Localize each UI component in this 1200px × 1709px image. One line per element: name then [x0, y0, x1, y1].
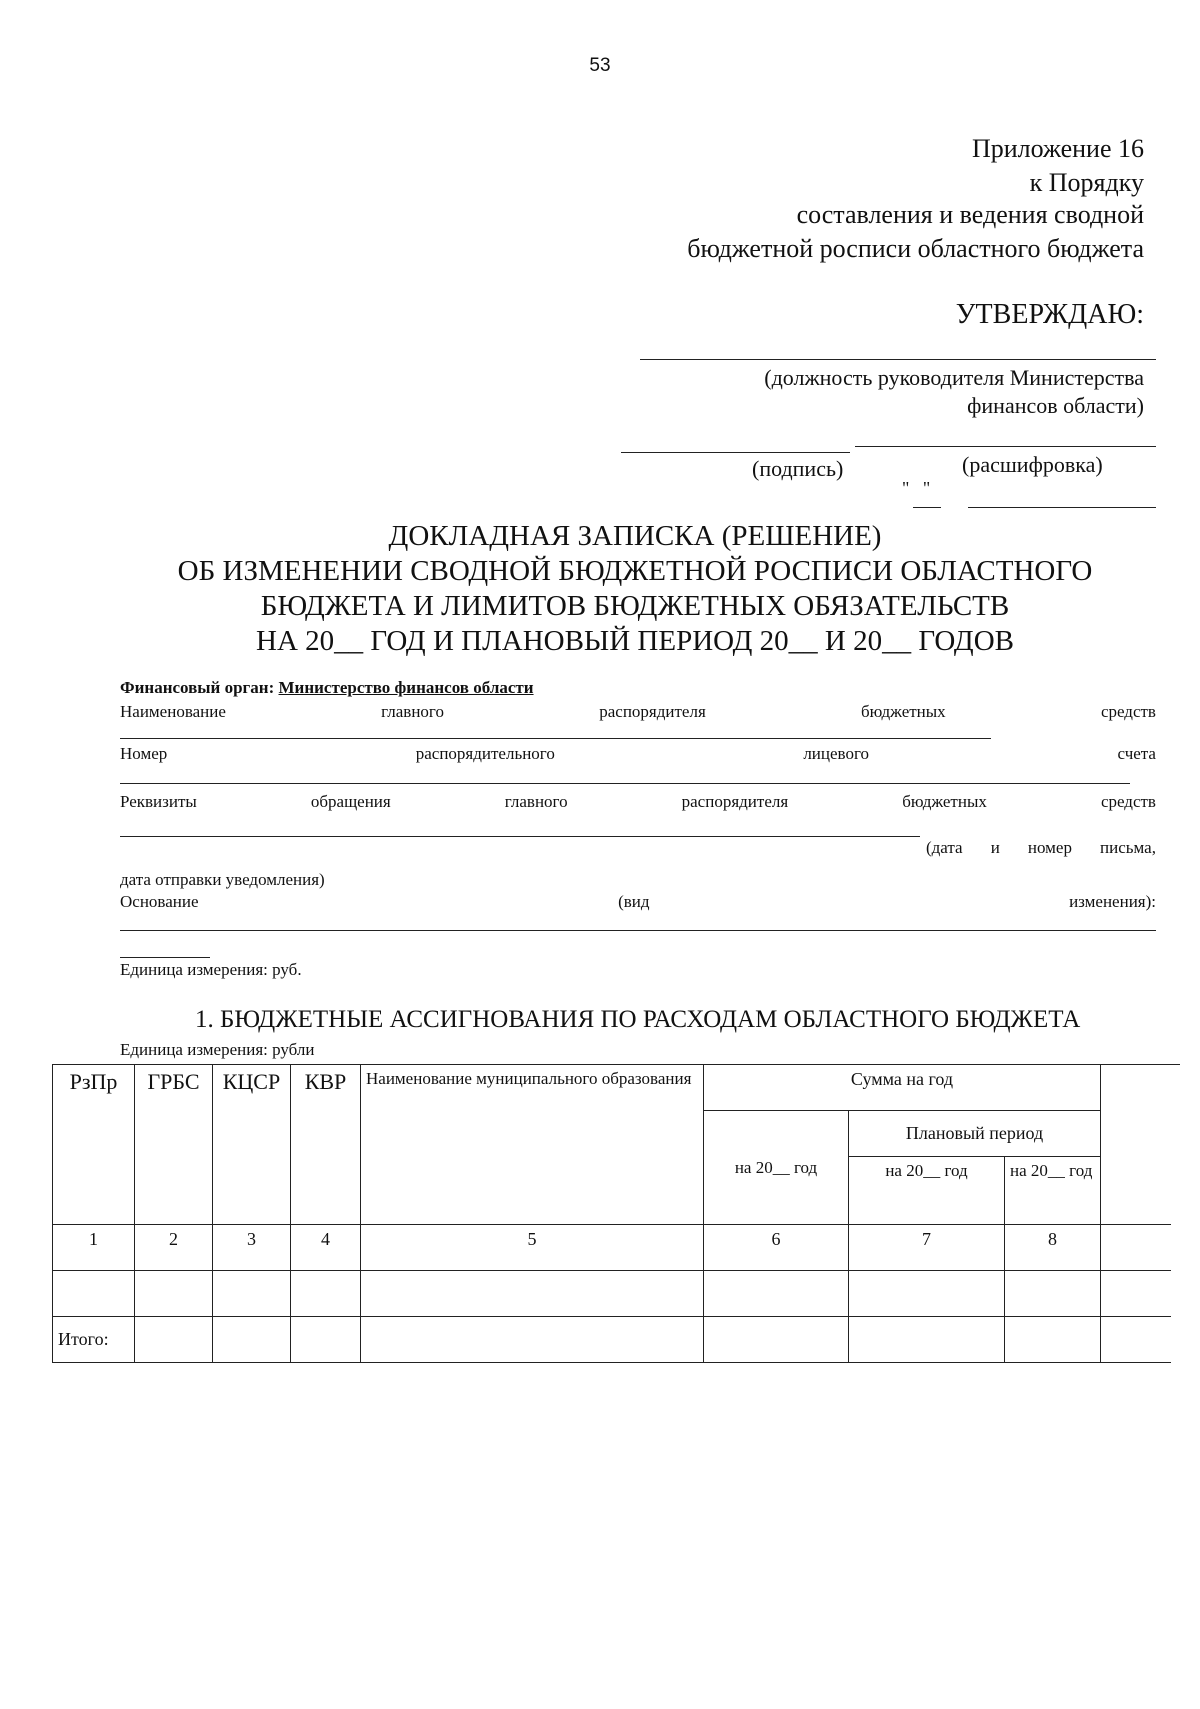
- col-number: 6: [704, 1225, 849, 1271]
- appendix-line-4: бюджетной росписи областного бюджета: [687, 234, 1144, 263]
- header-planned: Плановый период: [849, 1111, 1101, 1157]
- table-cell: [291, 1317, 361, 1363]
- table-cell: [1101, 1271, 1171, 1317]
- col-number: 1: [53, 1225, 135, 1271]
- table-cell: [1005, 1317, 1101, 1363]
- table-cell: [361, 1317, 704, 1363]
- header-sum: Сумма на год: [704, 1065, 1101, 1111]
- header-year1: на 20__ год: [849, 1157, 1005, 1225]
- field-row-word: Наименование: [120, 702, 226, 721]
- field-row-word: письма,: [1100, 838, 1156, 857]
- table-cell: [213, 1271, 291, 1317]
- field-row-word: главного: [381, 702, 444, 721]
- field-row-word: (дата: [926, 838, 963, 857]
- position-line: [640, 359, 1156, 360]
- fin-organ-value: Министерство финансов области: [278, 678, 534, 697]
- field-row-word: распорядительного: [415, 744, 555, 763]
- section-heading: 1. БЮДЖЕТНЫЕ АССИГНОВАНИЯ ПО РАСХОДАМ ОБЛАСТНОГО БЮДЖЕТА: [195, 1006, 1081, 1033]
- page-number: 53: [589, 55, 611, 76]
- decode-line: [855, 446, 1156, 447]
- header-grbs: ГРБС: [135, 1065, 213, 1225]
- fin-organ: [120, 678, 534, 698]
- header-rzpr: РзПр: [53, 1065, 135, 1225]
- table-cell: [704, 1317, 849, 1363]
- appendix-line-1: Приложение 16: [971, 134, 1144, 163]
- approve-label: УТВЕРЖДАЮ:: [955, 299, 1144, 330]
- title-line-4: НА 20__ ГОД И ПЛАНОВЫЙ ПЕРИОД 20__ И 20__ ГОДОВ: [256, 625, 1014, 657]
- date-month-line: [968, 507, 1156, 508]
- header-kcsr: КЦСР: [213, 1065, 291, 1225]
- title-line-2: ОБ ИЗМЕНЕНИИ СВОДНОЙ БЮДЖЕТНОЙ РОСПИСИ ОБЛАСТНОГО: [177, 555, 1093, 587]
- total-label: Итого:: [53, 1317, 135, 1363]
- header-kvr: КВР: [291, 1065, 361, 1225]
- field-row-word: (вид: [618, 892, 650, 911]
- field-row-gr-name: [120, 702, 1156, 722]
- field-row-word: Реквизиты: [120, 792, 197, 811]
- table-cell: [361, 1271, 704, 1317]
- field-row-word: главного: [504, 792, 568, 811]
- field-row-word: распорядителя: [599, 702, 706, 721]
- table-cell: [135, 1271, 213, 1317]
- header-empty: [1101, 1065, 1171, 1225]
- table-cell: [291, 1271, 361, 1317]
- col-number: 2: [135, 1225, 213, 1271]
- header-year2: на 20__ год: [1005, 1157, 1101, 1225]
- field-row-word: средств: [1100, 792, 1156, 811]
- field-line: [120, 836, 920, 837]
- col-number: 4: [291, 1225, 361, 1271]
- signature-caption: (подпись): [752, 456, 844, 481]
- col-number: 7: [849, 1225, 1005, 1271]
- table-cell: [53, 1271, 135, 1317]
- table-cell: [1101, 1317, 1171, 1363]
- section-unit: Единица измерения: рубли: [120, 1040, 315, 1059]
- field-row-word: бюджетных: [861, 702, 946, 721]
- appendix-line-2: к Порядку: [1029, 168, 1144, 197]
- field-row-word: обращения: [310, 792, 391, 811]
- table-cell: [849, 1271, 1005, 1317]
- field-row-requisites: [120, 792, 1156, 812]
- col-number: 8: [1005, 1225, 1101, 1271]
- position-caption-1: (должность руководителя Министерства: [764, 365, 1144, 390]
- unit-label: Единица измерения: руб.: [120, 960, 302, 979]
- field-row-word: распорядителя: [681, 792, 789, 811]
- header-year0: на 20__ год: [704, 1111, 849, 1225]
- table-cell: [1005, 1271, 1101, 1317]
- appropriations-table: [52, 1064, 1171, 1363]
- field-row-word: и: [990, 838, 1000, 857]
- field-line: [120, 738, 991, 739]
- table-cell: [213, 1317, 291, 1363]
- field-row-word: Основание: [120, 892, 199, 911]
- field-row-word: изменения):: [1069, 892, 1156, 911]
- date-quotes: " ": [902, 478, 931, 498]
- field-row-letter: [926, 838, 1156, 858]
- header-municipality: Наименование муниципального образования: [361, 1065, 704, 1225]
- document-title: [0, 519, 1200, 659]
- field-row-account: [120, 744, 1156, 764]
- field-row-basis: [120, 892, 1156, 912]
- field-row-word: лицевого: [803, 744, 870, 763]
- field-row-word: средств: [1100, 702, 1156, 721]
- field-line: [120, 783, 1130, 784]
- position-caption-2: финансов области): [967, 393, 1144, 418]
- col-number: 3: [213, 1225, 291, 1271]
- col-number: 5: [361, 1225, 704, 1271]
- field-row-word: бюджетных: [902, 792, 987, 811]
- field-line: [120, 930, 1156, 931]
- fin-organ-label: Финансовый орган:: [120, 678, 275, 697]
- table-cell: [849, 1317, 1005, 1363]
- decode-caption: (расшифровка): [962, 452, 1103, 477]
- title-line-3: БЮДЖЕТА И ЛИМИТОВ БЮДЖЕТНЫХ ОБЯЗАТЕЛЬСТВ: [260, 590, 1010, 622]
- date-day-line: [913, 507, 941, 508]
- title-line-1: ДОКЛАДНАЯ ЗАПИСКА (РЕШЕНИЕ): [388, 520, 882, 552]
- appendix-line-3: составления и ведения сводной: [796, 200, 1144, 229]
- signature-line: [621, 452, 850, 453]
- field-line-short: [120, 957, 210, 958]
- field-row-word: Номер: [120, 744, 168, 763]
- cell-empty: [1101, 1225, 1171, 1271]
- field-row-word: номер: [1027, 838, 1072, 857]
- table-cell: [135, 1317, 213, 1363]
- table-cell: [704, 1271, 849, 1317]
- field-row-word: счета: [1117, 744, 1156, 763]
- field-row-notice: дата отправки уведомления): [120, 870, 325, 889]
